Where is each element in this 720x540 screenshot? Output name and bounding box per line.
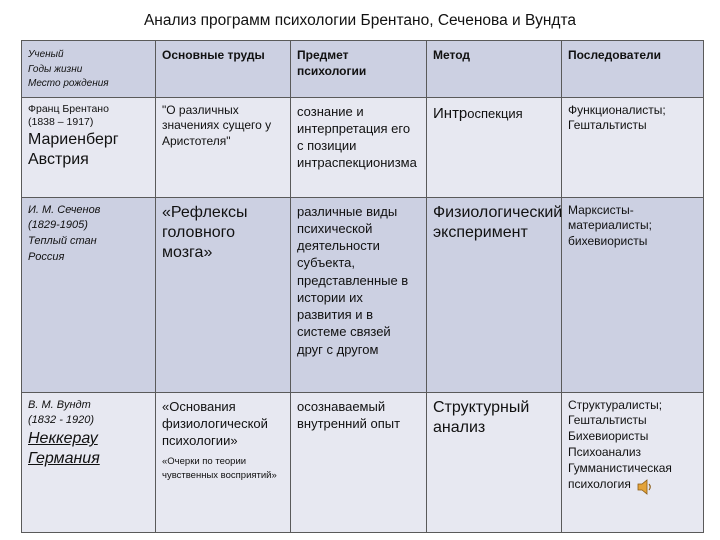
method-part-b: оспекция [467,105,523,121]
cell-followers [562,392,704,532]
cell-method: Структурный анализ [427,392,562,532]
page-title: Анализ программ психологии Брентано, Сеченова и Вундта [143,12,577,29]
table-row [22,97,704,197]
cell-subject: сознание и интерпретация его с позиции интраспекционизма [291,97,427,197]
header-subject: Предмет психологии [291,41,427,98]
cell-followers: Функционалисты; Гештальтисты [562,97,704,197]
cell-subject: различные виды психической деятельности субъекта, представленные в истории их развития и в системе связей друг с другом [291,197,427,392]
cell-works: «Рефлексы головного мозга» [156,197,291,392]
header-scientist [22,41,156,98]
scientist-name: В. М. Вундт [28,398,91,411]
scientist-years: (1829-1905) [28,219,88,232]
scientist-years: (1838 – 1917) [28,116,94,129]
header-works: Основные труды [156,41,291,98]
scientist-name: И. М. Сеченов [28,203,101,216]
cell-subject: осознаваемый внутренний опыт [291,392,427,532]
speaker-icon[interactable] [637,478,653,496]
works-main: «Основания физиологической психологии» [162,398,268,449]
header-place-line: Место рождения [28,78,109,89]
scientist-years: (1832 - 1920) [28,414,95,427]
cell-method: Физиологический эксперимент [427,197,562,392]
follower-item: Гештальтисты [568,413,647,428]
scientist-place-1: Теплый стан [28,235,97,248]
header-method: Метод [427,41,562,98]
table-header-row [22,41,704,98]
method-part-a: Интр [433,104,468,122]
header-scientist-line: Ученый [28,49,64,60]
scientist-place-2: Германия [28,450,100,468]
cell-method [427,97,562,197]
scientist-place: Мариенберг Австрия [28,131,119,169]
follower-item: Структуралисты; [568,397,663,412]
cell-works [156,392,291,532]
cell-scientist [22,97,156,197]
scientist-place-1: Неккерау [28,430,98,448]
scientist-name: Франц Брентано [28,102,109,115]
cell-works: "О различных значениях сущего у Аристотеля" [156,97,291,197]
follower-item: Психоанализ [568,445,642,460]
cell-scientist [22,197,156,392]
works-extra: «Очерки по теории чувственных восприятий» [162,456,277,481]
table-row [22,392,704,532]
comparison-table [21,40,704,533]
cell-followers: Марксисты-материалисты; бихевиористы [562,197,704,392]
header-years-line: Годы жизни [28,63,83,75]
header-followers: Последователи [562,41,704,98]
follower-item: Гумманистическая психология [568,461,672,492]
table-row [22,197,704,392]
follower-item: Бихевиористы [568,429,649,444]
scientist-place-2: Россия [28,251,65,264]
cell-scientist [22,392,156,532]
